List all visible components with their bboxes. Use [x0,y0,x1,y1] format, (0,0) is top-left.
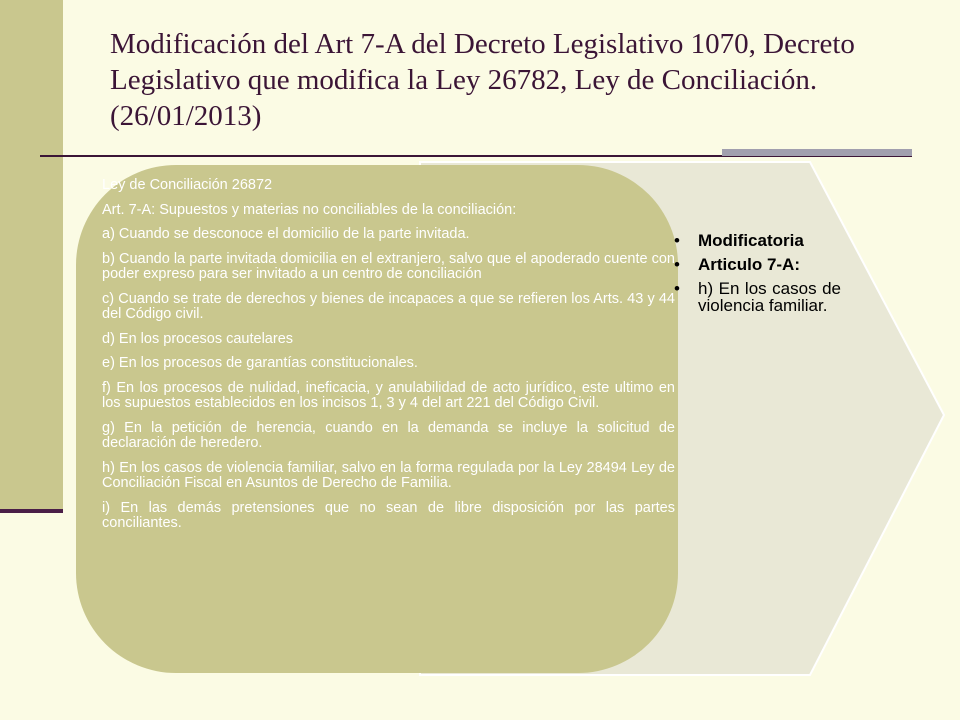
bullet-icon: • [674,231,680,250]
clause-a: a) Cuando se desconoce el domicilio de la parte invitada. [102,226,470,242]
clause-h: h) En los casos de violencia familiar, salvo en la forma regulada por la Ley 28494 Ley de Conciliación Fiscal en Asuntos de Derecho de Familia. [102,459,675,491]
clause-d: d) En los procesos cautelares [102,330,294,347]
article-heading: Art. 7-A: Supuestos y materias no conciliables de la conciliación: [102,201,517,218]
clause-i: i) En las demás pretensiones que no sean de libre disposición por las partes conciliantes. [102,499,675,531]
article-label: Articulo 7-A: [698,255,800,274]
list-item [668,280,841,314]
clause-g: g) En la petición de herencia, cuando en la demanda se incluye la solicitud de declaración de heredero. [102,419,675,451]
list-item [668,256,841,273]
slide-title: Modificación del Art 7-A del Decreto Legislativo 1070, Decreto Legislativo que modifica la Ley 26782, Ley de Conciliación. (26/01/2013) [110,28,855,132]
modified-clause-text: h) En los casos de violencia familiar. [698,279,841,315]
clause-f: f) En los procesos de nulidad, ineficacia, y anulabilidad de acto jurídico, este ultimo en los supuestos establecidos en los incisos 1, 3 y 4 del art 221 del Código Civil. [102,379,675,411]
clause-c: c) Cuando se trate de derechos y bienes de incapaces a que se refieren los Arts. 43 y 44 del Código civil. [102,290,675,322]
clause-b: b) Cuando la parte invitada domicilia en el extranjero, salvo que el apoderado cuente con poder expreso para ser invitado a un centro de conciliación [102,250,675,282]
list-item [668,232,841,249]
modification-label: Modificatoria [698,231,804,250]
law-text-content [102,178,675,541]
modification-list [668,232,841,321]
law-title: Ley de Conciliación 26872 [102,177,273,193]
bullet-icon: • [674,255,680,274]
clause-e: e) En los procesos de garantías constitucionales. [102,355,418,371]
bullet-icon: • [674,279,680,298]
